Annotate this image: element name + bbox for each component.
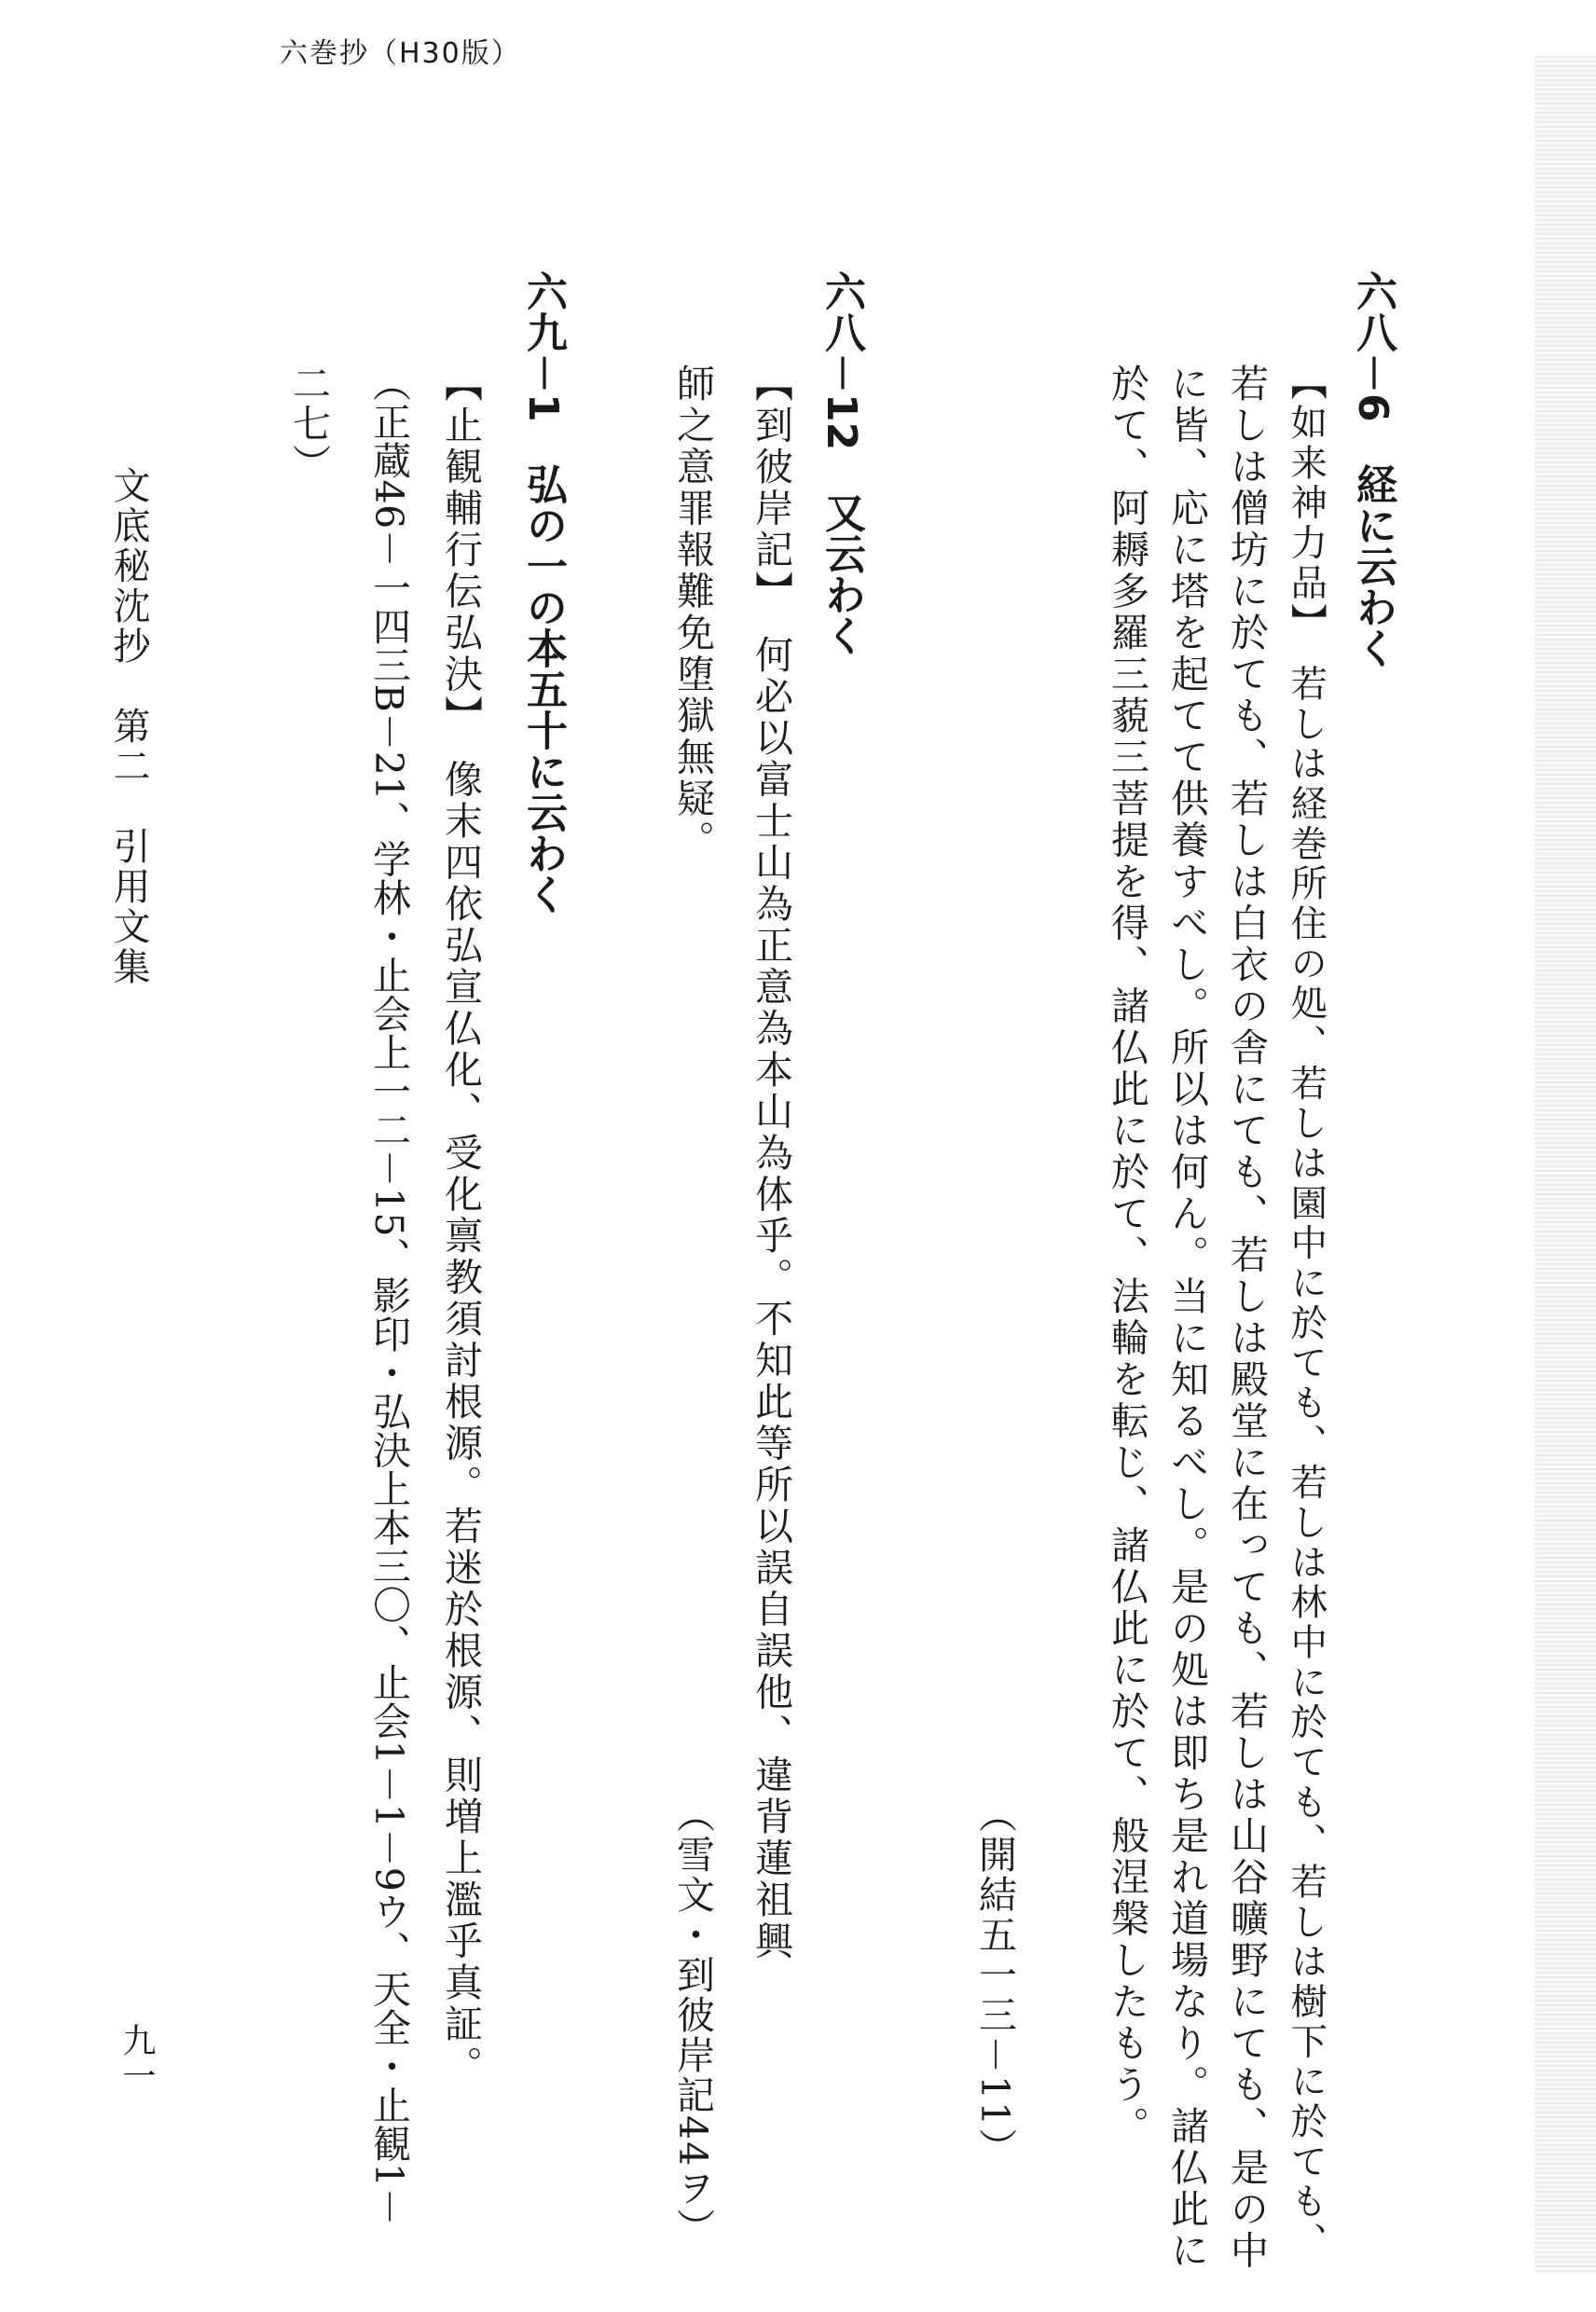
body-line: 【到彼岸記】 何必以富士山為正意為本山為体乎。不知此等所以誤自誤他、違背蓮祖興 <box>749 364 793 1962</box>
running-header: 六巻抄（H30版） <box>280 37 521 70</box>
section-heading-68-6: 六八－6 経に云わく <box>1349 270 1396 668</box>
section-heading-68-12: 六八－12 又云わく <box>818 270 865 656</box>
section-heading-69-1: 六九－1 弘の一の本五十に云わく <box>519 270 567 915</box>
body-line: 於て、阿耨多羅三藐三菩提を得、諸仏此に於て、法輪を転じ、諸仏此に於て、般涅槃したもう。 <box>1105 364 1149 2148</box>
page-number: 九一 <box>117 2023 156 2094</box>
page-edge-shadow <box>1534 56 1596 2275</box>
source-citation-cont: 二七） <box>286 364 331 484</box>
source-citation: （開結五一三－11） <box>972 1795 1017 2168</box>
body-line: に皆、応に塔を起てて供養すべし。所以は何ん。当に知るべし。是の処は即ち是れ道場なり。諸仏此に <box>1164 364 1209 2272</box>
body-line: 【止観輔行伝弘決】 像末四依弘宣仏化、受化禀教須討根源。若迷於根源、則増上濫乎真証。 <box>438 364 483 2087</box>
body-line: 若しは僧坊に於ても、若しは白衣の舎にても、若しは殿堂に在っても、若しは山谷曠野にても、是の中 <box>1224 364 1269 2272</box>
body-line: 師之意罪報難免堕獄無疑。 <box>670 364 715 861</box>
source-citation: （雪文・到彼岸記44ヲ） <box>670 1795 715 2249</box>
book-title-footer: 文底秘沈抄 第二 引用文集 <box>107 466 150 987</box>
body-line: 【如来神力品】 若しは経巻所住の処、若しは園中に於ても、若しは林中に於ても、若しは樹下に於ても、 <box>1285 364 1328 2263</box>
source-citation: （正蔵46－一四三B－21、学林・止会上一二－15、影印・弘決上本三〇、止会1－1－9ウ、天全・止観1－ <box>366 364 411 2226</box>
